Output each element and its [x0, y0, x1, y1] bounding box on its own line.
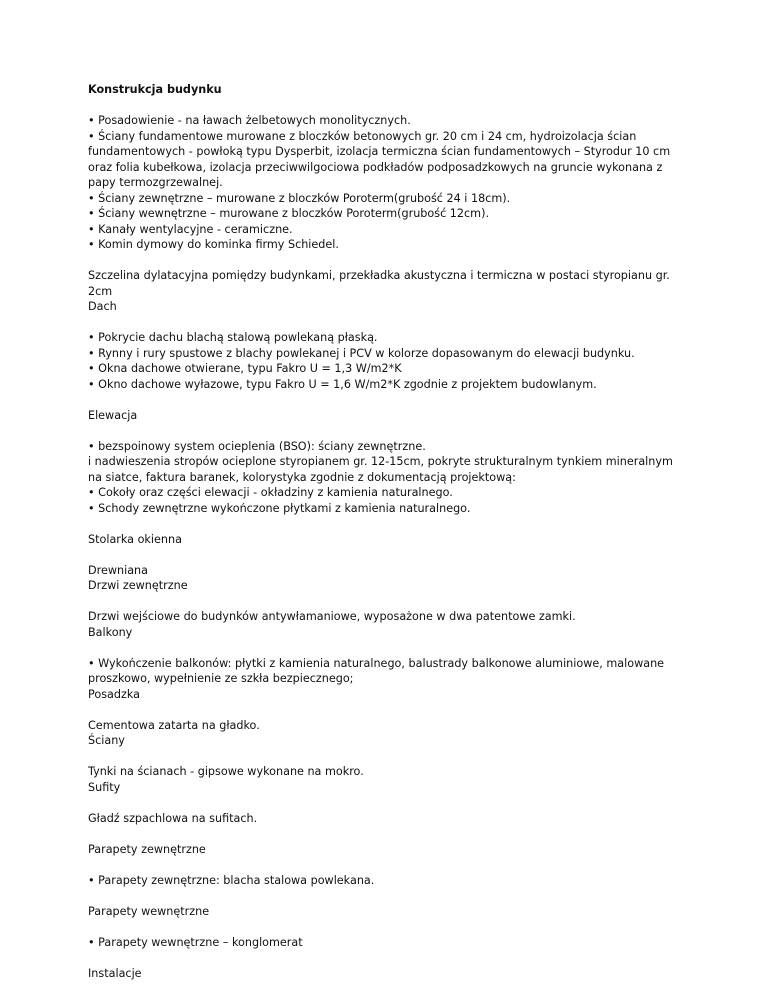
paragraph: [88, 532, 688, 548]
bullet-item: • Rynny i rury spustowe z blachy powlekanej i PCV w kolorze dopasowanym do elewacji budynku.: [88, 346, 635, 360]
document-sections: [88, 98, 688, 982]
text-line: Drzwi wejściowe do budynków antywłamaniowe, wyposażone w dwa patentowe zamki.: [88, 610, 576, 623]
paragraph-gap: [88, 795, 688, 811]
text-line: Posadzka: [88, 687, 140, 701]
bullet-item: • Parapety zewnętrzne: blacha stalowa powlekana.: [88, 873, 375, 887]
text-line: Ściany: [88, 734, 125, 747]
bullet-item: • Kanały wentylacyjne - ceramiczne.: [88, 222, 293, 236]
paragraph: [88, 842, 688, 858]
text-line: Gładź szpachlowa na sufitach.: [88, 811, 258, 825]
bullet-item: • Schody zewnętrzne wykończone płytkami z kamienia naturalnego.: [88, 501, 471, 515]
paragraph-gap: [88, 950, 688, 966]
text-line: Parapety zewnętrzne: [88, 842, 206, 856]
paragraph-gap: [88, 919, 688, 935]
paragraph-gap: [88, 315, 688, 331]
paragraph: [88, 718, 688, 749]
text-line: Szczelina dylatacyjna pomiędzy budynkami, przekładka akustyczna i termiczna w postaci styropianu gr. 2cm: [88, 269, 670, 298]
text-line: Parapety wewnętrzne: [88, 904, 210, 918]
text-line: Drzwi zewnętrzne: [88, 579, 188, 592]
paragraph-gap: [88, 547, 688, 563]
bullet-item: • Ściany zewnętrzne – murowane z bloczków Poroterm(grubość 24 i 18cm).: [88, 191, 511, 205]
paragraph-gap: [88, 516, 688, 532]
bullet-item: • Parapety wewnętrzne – konglomerat: [88, 935, 303, 949]
text-line: Elewacja: [88, 408, 138, 422]
paragraph-gap: [88, 423, 688, 439]
paragraph-gap: [88, 826, 688, 842]
paragraph: [88, 656, 688, 703]
paragraph: [88, 268, 688, 315]
paragraph: [88, 408, 688, 424]
paragraph-gap: [88, 702, 688, 718]
paragraph: [88, 966, 688, 982]
bullet-item: • bezspoinowy system ocieplenia (BSO): ściany zewnętrzne.: [88, 439, 426, 453]
paragraph-gap: [88, 392, 688, 408]
bullet-item: • Ściany wewnętrzne – murowane z bloczków Poroterm(grubość 12cm).: [88, 207, 489, 220]
paragraph: [88, 904, 688, 920]
paragraph: [88, 764, 688, 795]
paragraph-gap: [88, 98, 688, 114]
bullet-item: • Okna dachowe otwierane, typu Fakro U = 1,3 W/m2*K: [88, 362, 402, 375]
document-body: [88, 82, 688, 981]
paragraph-gap: [88, 857, 688, 873]
text-line: i nadwieszenia stropów ocieplone styropianem gr. 12-15cm, pokryte strukturalnym tynkiem mineralnym na siatce, faktura baranek, kolorystyka zgodnie z dokumentacją projektową:: [88, 455, 673, 484]
paragraph: [88, 609, 688, 640]
paragraph-gap: [88, 888, 688, 904]
paragraph-gap: [88, 640, 688, 656]
text-line: Sufity: [88, 780, 121, 794]
text-line: Stolarka okienna: [88, 532, 182, 546]
bullet-item: • Pokrycie dachu blachą stalową powlekaną płaską.: [88, 331, 378, 344]
bullet-item: • Ściany fundamentowe murowane z bloczków betonowych gr. 20 cm i 24 cm, hydroizolacja ścian fundamentowych - powłoką typu Dysperbit, izolacja termiczna ścian fundamentowych – Styrodur 10 cm oraz folia kubełkowa, izolacja przeciwwilgociowa podkładów podposadzkowych na gruncie wykonana z papy termozgrzewalnej.: [88, 129, 671, 189]
paragraph: [88, 935, 688, 951]
paragraph-gap: [88, 749, 688, 765]
paragraph: [88, 330, 688, 392]
bullet-item: • Komin dymowy do kominka firmy Schiedel.: [88, 238, 339, 251]
paragraph: [88, 873, 688, 889]
text-line: Dach: [88, 300, 117, 313]
text-line: Instalacje: [88, 966, 142, 980]
text-line: Tynki na ścianach - gipsowe wykonane na mokro.: [88, 765, 364, 778]
paragraph-gap: [88, 594, 688, 610]
text-line: Drewniana: [88, 563, 149, 577]
bullet-item: • Wykończenie balkonów: płytki z kamienia naturalnego, balustrady balkonowe aluminiowe, malowane proszkowo, wypełnienie ze szkła bezpiecznego;: [88, 656, 665, 685]
bullet-item: • Okno dachowe wyłazowe, typu Fakro U = 1,6 W/m2*K zgodnie z projektem budowlanym.: [88, 377, 597, 391]
bullet-item: • Posadowienie - na ławach żelbetowych monolitycznych.: [88, 114, 411, 127]
document-title: Konstrukcja budynku: [88, 83, 222, 96]
text-line: Cementowa zatarta na gładko.: [88, 718, 260, 732]
paragraph-gap: [88, 253, 688, 269]
paragraph: [88, 439, 688, 517]
bullet-item: • Cokoły oraz części elewacji - okładziny z kamienia naturalnego.: [88, 486, 453, 499]
paragraph: [88, 563, 688, 594]
paragraph: [88, 811, 688, 827]
text-line: Balkony: [88, 625, 133, 639]
paragraph: [88, 113, 688, 253]
